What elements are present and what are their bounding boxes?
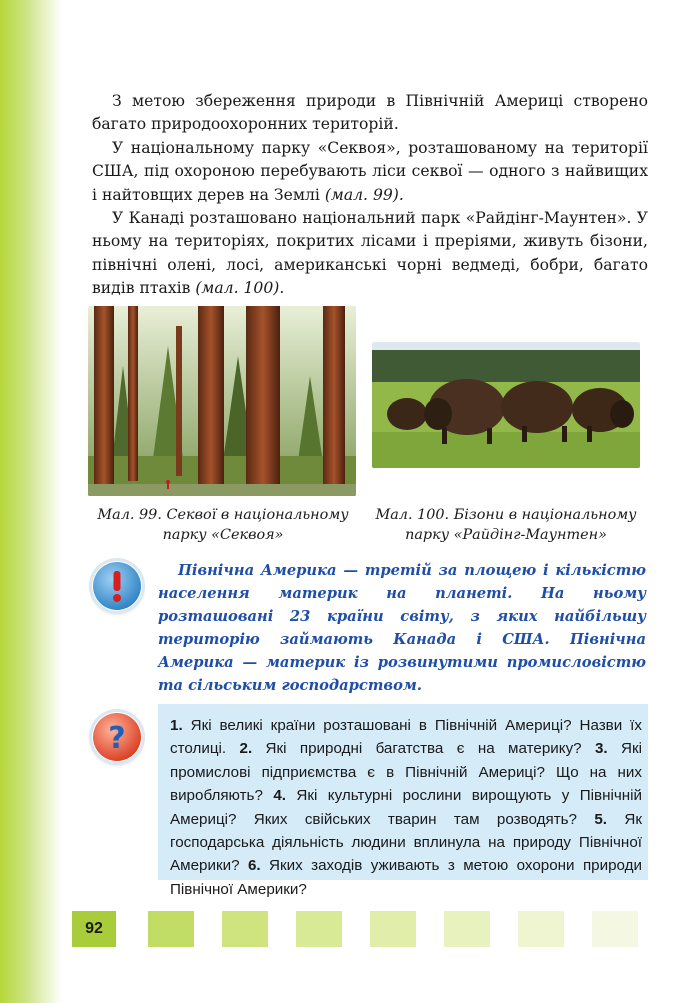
- question-text: Які великі країни розташовані в Північній Америці? Назви їх столиці.: [170, 717, 642, 758]
- review-questions: [158, 704, 648, 898]
- intro-text: [92, 90, 648, 301]
- question-text: Які промислові підприємства є в Північній Америці? Що на них виробляють?: [170, 740, 642, 805]
- decor-square: [370, 911, 416, 947]
- svg-text:?: ?: [108, 721, 126, 756]
- page-number: 92: [72, 911, 116, 947]
- question-text: Як господарська діяльність людини вплинула на природу Північної Америки?: [170, 810, 642, 875]
- figure-100-caption: Мал. 100. Бізони в національному парку «Райдінг-Маунтен»: [375, 507, 637, 543]
- decor-square: [222, 911, 268, 947]
- question-icon: [92, 712, 142, 762]
- question-number: 6.: [247, 857, 261, 875]
- question-number: 5.: [594, 810, 608, 828]
- left-decorative-strip: [0, 0, 62, 1003]
- question-number: 3.: [594, 740, 608, 758]
- figure-reference: (мал. 100).: [195, 279, 285, 298]
- question-number: 1.: [170, 717, 183, 734]
- decor-square: [518, 911, 564, 947]
- intro-paragraph-2-text: У національному парку «Секвоя», розташованому на території США, під охороною перебувають ліси секвої — одного з найвищих і найтовщих дерев на Землі: [92, 138, 648, 204]
- bison-image: [372, 342, 640, 468]
- question-text: Які природні багатства є на материку?: [252, 740, 595, 758]
- question-text: Яких заходів уживають з метою охорони природи Північної Америки?: [170, 857, 642, 898]
- decor-square: [296, 911, 342, 947]
- summary-text: Північна Америка — третій за площею і кількістю населення материк на планеті. На ньому розташовані 23 країни світу, з яких найбільшу територію займають Канада і США. Північна Америка — материк із розвинутими промисловістю та сільським господарством.: [158, 562, 646, 694]
- question-number: 2.: [239, 740, 253, 758]
- intro-paragraph-1: З метою збереження природи в Північній Америці створено багато природоохоронних територій.: [92, 92, 648, 134]
- questions-text: [170, 714, 642, 901]
- decorative-squares: [148, 911, 638, 947]
- summary-block: [158, 559, 646, 697]
- decor-square: [444, 911, 490, 947]
- decor-square: [592, 911, 638, 947]
- figure-reference: (мал. 99).: [324, 185, 404, 204]
- question-text: Які культурні рослини вирощують у Північній Америці? Яких свійських тварин там розводять?: [170, 787, 643, 828]
- intro-paragraph-3: [92, 207, 648, 301]
- figure-99-caption: Мал. 99. Секвої в національному парку «Секвоя»: [97, 507, 349, 543]
- intro-paragraph-3-text: У Канаді розташовано національний парк «Райдінг-Маунтен». У ньому на територіях, покритих лісами і преріями, живуть бізони, північні олені, лосі, американські чорні ведмеді, бобри, багато видів птахів: [92, 209, 648, 298]
- sequoia-forest-image: [88, 306, 356, 496]
- exclamation-icon: [92, 561, 142, 611]
- question-number: 4.: [273, 787, 286, 805]
- intro-paragraph-2: [92, 137, 648, 207]
- decor-square: [148, 911, 194, 947]
